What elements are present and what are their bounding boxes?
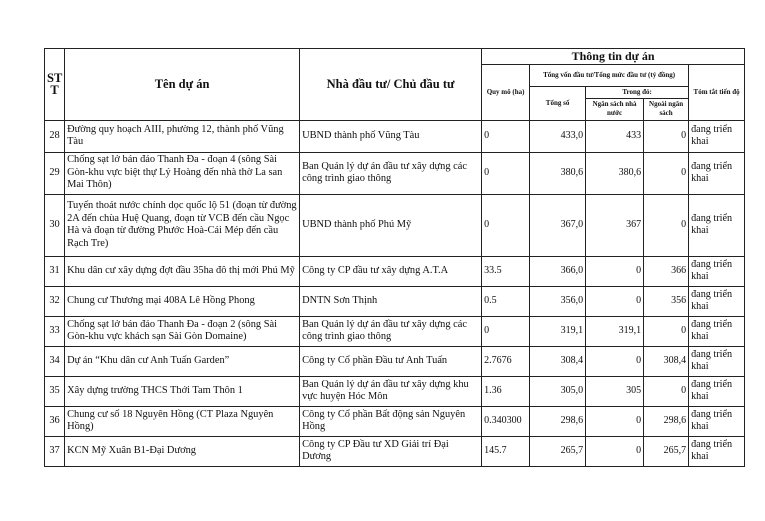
row-total: 319,1	[530, 316, 586, 346]
row-stt: 32	[45, 286, 65, 316]
row-non-budget: 308,4	[644, 346, 689, 376]
row-total: 308,4	[530, 346, 586, 376]
row-stt: 30	[45, 194, 65, 256]
row-scale: 145.7	[482, 436, 530, 466]
row-investor: Ban Quản lý dự án đầu tư xây dựng các công trình giao thông	[300, 316, 482, 346]
row-non-budget: 265,7	[644, 436, 689, 466]
row-total: 298,6	[530, 406, 586, 436]
row-state-budget: 319,1	[586, 316, 644, 346]
row-status: đang triển khai	[689, 152, 745, 194]
table-row	[45, 120, 745, 152]
row-project-name: Chung cư Thương mại 408A Lê Hồng Phong	[65, 286, 300, 316]
row-status: đang triển khai	[689, 194, 745, 256]
row-total: 380,6	[530, 152, 586, 194]
row-total: 366,0	[530, 256, 586, 286]
row-non-budget: 298,6	[644, 406, 689, 436]
header-total: Tổng số	[530, 86, 586, 120]
row-investor: DNTN Sơn Thịnh	[300, 286, 482, 316]
row-status: đang triển khai	[689, 406, 745, 436]
row-status: đang triển khai	[689, 256, 745, 286]
row-status: đang triển khai	[689, 120, 745, 152]
row-project-name: Chống sạt lở bán đảo Thanh Đa - đoạn 2 (sông Sài Gòn-khu vực khách sạn Sài Gòn Domaine)	[65, 316, 300, 346]
table-row	[45, 436, 745, 466]
row-project-name: Khu dân cư xây dựng đợt đầu 35ha đô thị mới Phú Mỹ	[65, 256, 300, 286]
row-stt: 37	[45, 436, 65, 466]
row-non-budget: 0	[644, 316, 689, 346]
row-non-budget: 0	[644, 120, 689, 152]
row-scale: 0.340300	[482, 406, 530, 436]
project-table-sheet	[44, 48, 745, 467]
row-investor: UBND thành phố Vũng Tàu	[300, 120, 482, 152]
row-stt: 28	[45, 120, 65, 152]
header-non-budget: Ngoài ngân sách	[644, 98, 689, 120]
table-row	[45, 316, 745, 346]
row-state-budget: 367	[586, 194, 644, 256]
header-total-capital: Tổng vốn đầu tư/Tổng mức đầu tư (tỷ đồng)	[530, 64, 689, 86]
row-status: đang triển khai	[689, 316, 745, 346]
header-stt: ST T	[45, 49, 65, 121]
row-status: đang triển khai	[689, 436, 745, 466]
row-scale: 0	[482, 152, 530, 194]
header-scale: Quy mô (ha)	[482, 64, 530, 120]
row-investor: Công ty CP Đầu tư XD Giải trí Đại Dương	[300, 436, 482, 466]
row-state-budget: 0	[586, 436, 644, 466]
row-state-budget: 0	[586, 346, 644, 376]
table-row	[45, 194, 745, 256]
table-row	[45, 152, 745, 194]
row-stt: 36	[45, 406, 65, 436]
row-scale: 2.7676	[482, 346, 530, 376]
row-scale: 0.5	[482, 286, 530, 316]
row-investor: UBND thành phố Phú Mỹ	[300, 194, 482, 256]
row-project-name: Xây dựng trường THCS Thới Tam Thôn 1	[65, 376, 300, 406]
row-non-budget: 366	[644, 256, 689, 286]
header-of-which: Trong đó:	[586, 86, 689, 98]
table-row	[45, 256, 745, 286]
row-project-name: Tuyến thoát nước chính dọc quốc lộ 51 (đoạn từ đường 2A đến chùa Huệ Quang, đoạn từ VCB đến cầu Ngọc Hà và đoạn từ đường Phước Hoà-Cái Mép đến cầu Rạch Tre)	[65, 194, 300, 256]
row-stt: 35	[45, 376, 65, 406]
table-row	[45, 346, 745, 376]
header-progress-summary: Tóm tắt tiến độ	[689, 64, 745, 120]
row-stt: 34	[45, 346, 65, 376]
header-project-info: Thông tin dự án	[482, 49, 745, 65]
row-total: 433,0	[530, 120, 586, 152]
row-investor: Công ty CP đầu tư xây dựng A.T.A	[300, 256, 482, 286]
header-project-name: Tên dự án	[65, 49, 300, 121]
row-stt: 31	[45, 256, 65, 286]
row-total: 367,0	[530, 194, 586, 256]
row-investor: Ban Quản lý dự án đầu tư xây dựng các công trình giao thông	[300, 152, 482, 194]
project-table	[44, 48, 745, 467]
row-stt: 33	[45, 316, 65, 346]
row-status: đang triển khai	[689, 376, 745, 406]
row-investor: Công ty Cổ phần Bất động sản Nguyên Hồng	[300, 406, 482, 436]
row-non-budget: 0	[644, 376, 689, 406]
row-investor: Công ty Cổ phần Đầu tư Anh Tuấn	[300, 346, 482, 376]
row-state-budget: 0	[586, 256, 644, 286]
row-scale: 1.36	[482, 376, 530, 406]
row-project-name: Dự án “Khu dân cư Anh Tuấn Garden”	[65, 346, 300, 376]
row-project-name: KCN Mỹ Xuân B1-Đại Dương	[65, 436, 300, 466]
row-total: 305,0	[530, 376, 586, 406]
row-non-budget: 0	[644, 152, 689, 194]
table-body	[45, 120, 745, 466]
row-stt: 29	[45, 152, 65, 194]
row-state-budget: 0	[586, 406, 644, 436]
row-project-name: Chống sạt lở bán đảo Thanh Đa - đoạn 4 (sông Sài Gòn-khu vực biệt thự Lý Hoàng đến nhà thờ La san Mai Thôn)	[65, 152, 300, 194]
row-state-budget: 0	[586, 286, 644, 316]
table-row	[45, 406, 745, 436]
row-scale: 0	[482, 316, 530, 346]
row-scale: 0	[482, 194, 530, 256]
row-scale: 33.5	[482, 256, 530, 286]
row-investor: Ban Quản lý dự án đầu tư xây dựng khu vực huyện Hóc Môn	[300, 376, 482, 406]
row-total: 356,0	[530, 286, 586, 316]
row-state-budget: 305	[586, 376, 644, 406]
row-project-name: Đường quy hoạch AIII, phường 12, thành phố Vũng Tàu	[65, 120, 300, 152]
row-status: đang triển khai	[689, 286, 745, 316]
row-non-budget: 356	[644, 286, 689, 316]
table-row	[45, 286, 745, 316]
header-state-budget: Ngân sách nhà nước	[586, 98, 644, 120]
table-row	[45, 376, 745, 406]
row-project-name: Chung cư số 18 Nguyên Hồng (CT Plaza Nguyên Hồng)	[65, 406, 300, 436]
row-state-budget: 380,6	[586, 152, 644, 194]
row-total: 265,7	[530, 436, 586, 466]
row-state-budget: 433	[586, 120, 644, 152]
header-investor: Nhà đầu tư/ Chủ đầu tư	[300, 49, 482, 121]
row-status: đang triển khai	[689, 346, 745, 376]
row-non-budget: 0	[644, 194, 689, 256]
row-scale: 0	[482, 120, 530, 152]
